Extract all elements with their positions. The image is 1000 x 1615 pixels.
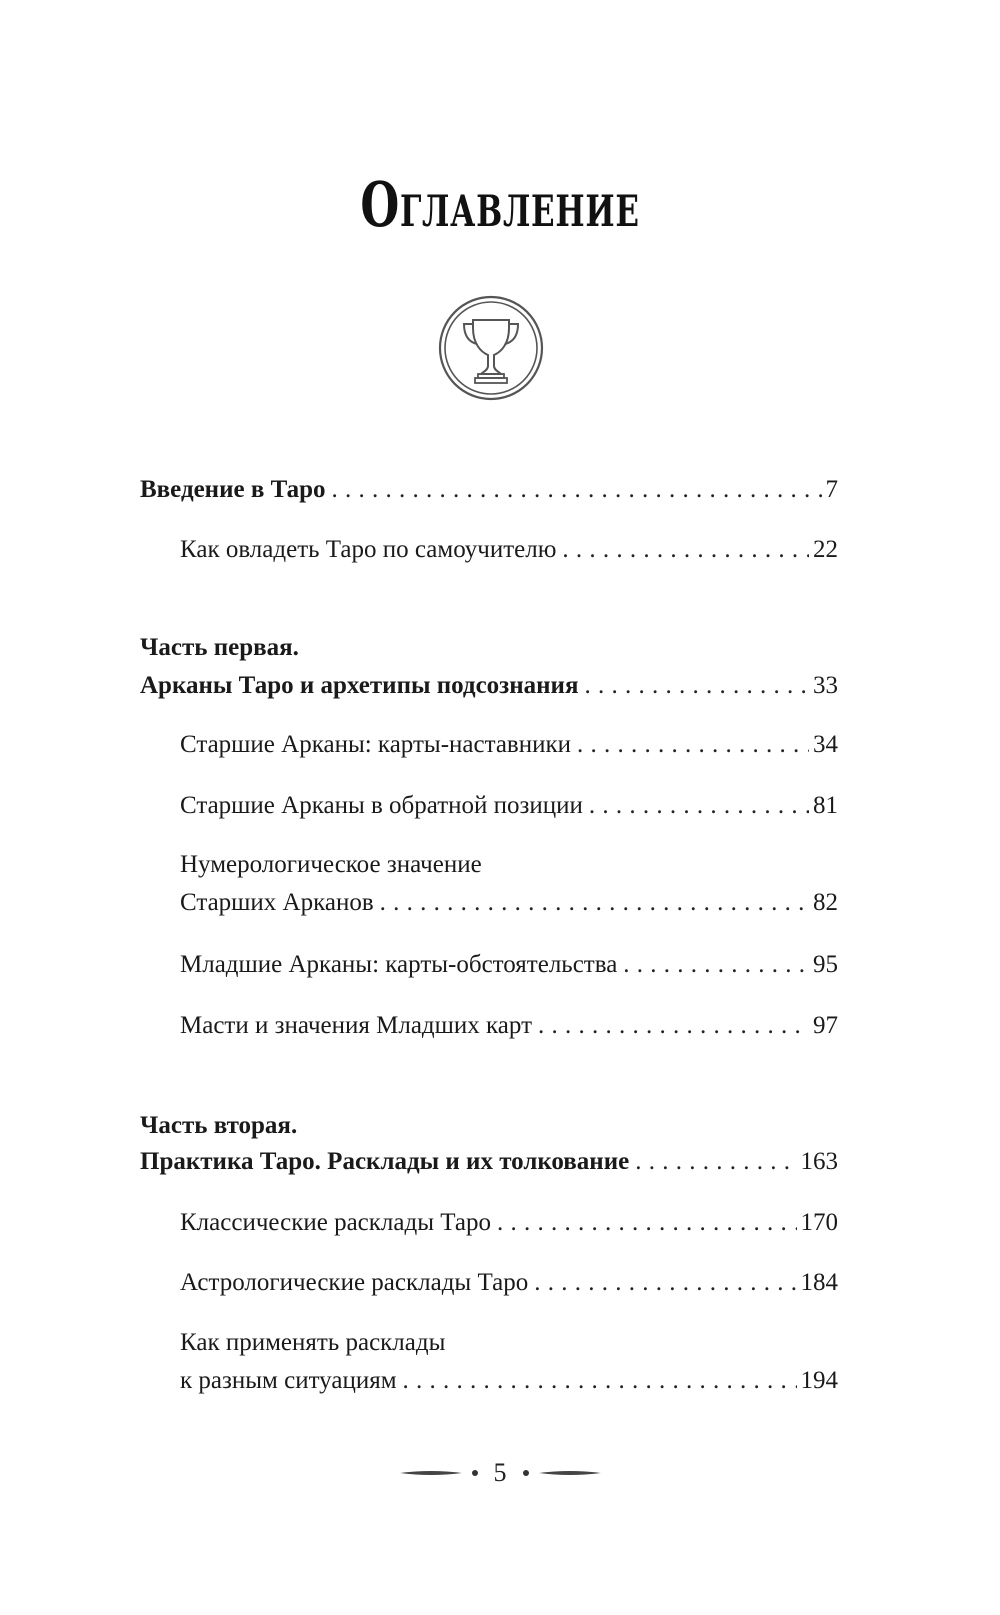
- toc-entry-label-line1: Как применять расклады: [180, 1329, 446, 1356]
- toc-page-number: 97: [813, 1012, 838, 1039]
- leader-dots: [577, 730, 809, 760]
- toc-page-number: 22: [813, 536, 838, 563]
- leader-dots: [584, 671, 809, 701]
- toc-entry-label: Младшие Арканы: карты-обстоятельства: [180, 951, 618, 978]
- toc-page-number: 34: [813, 731, 838, 758]
- leader-dots: [534, 1268, 796, 1298]
- toc-entry-major-arcana[interactable]: [180, 730, 838, 760]
- leader-dots: [538, 1011, 809, 1041]
- leader-dots: [380, 888, 809, 918]
- toc-entry-major-arcana-reversed[interactable]: [180, 791, 838, 821]
- toc-entry-label-line1: Нумерологическое значение: [180, 851, 482, 878]
- leader-dots: [623, 950, 809, 980]
- toc-entry-label: к разным ситуациям: [180, 1367, 397, 1394]
- toc-part-heading: Часть вторая.: [140, 1112, 298, 1139]
- dot-ornament-icon: [523, 1470, 529, 1476]
- toc-entry-minor-arcana[interactable]: [180, 950, 838, 980]
- toc-entry-label: Практика Таро. Расклады и их толкование: [140, 1148, 630, 1175]
- toc-entry-label: Старшие Арканы в обратной позиции: [180, 792, 583, 819]
- toc-entry-label: Масти и значения Младших карт: [180, 1012, 532, 1039]
- toc-page-number: 82: [813, 889, 838, 916]
- toc-page-number: 170: [800, 1209, 838, 1236]
- leader-dots: [497, 1208, 797, 1238]
- toc-entry-label: Введение в Таро: [140, 476, 326, 503]
- leader-dots: [589, 791, 809, 821]
- toc-entry-label: Как овладеть Таро по самоучителю: [180, 536, 557, 563]
- toc-entry-astrological-spreads[interactable]: [180, 1268, 838, 1298]
- leader-dots: [562, 535, 809, 565]
- toc-page-number: 7: [825, 476, 838, 503]
- toc-part-heading: Часть первая.: [140, 634, 299, 661]
- toc-entry-numerology[interactable]: [180, 850, 838, 918]
- toc-entry-applying-spreads[interactable]: [180, 1328, 838, 1396]
- leader-dots: [635, 1147, 796, 1177]
- toc-entry-part-one[interactable]: [140, 633, 838, 701]
- toc-page-number: 81: [813, 792, 838, 819]
- leader-dots: [403, 1366, 797, 1396]
- toc-page-number: 33: [813, 672, 838, 699]
- toc-entry-label: Астрологические расклады Таро: [180, 1269, 529, 1296]
- toc-page-number: 184: [800, 1269, 838, 1296]
- page-footer: [0, 1455, 1000, 1491]
- toc-page-number: 194: [800, 1367, 838, 1394]
- toc-entry-label: Старших Арканов: [180, 889, 374, 916]
- flourish-right-icon: [539, 1469, 601, 1477]
- leader-dots: [332, 475, 822, 505]
- toc-entry-part-two[interactable]: [140, 1111, 838, 1177]
- flourish-left-icon: [400, 1469, 462, 1477]
- toc-entry-label: Арканы Таро и архетипы подсознания: [140, 672, 579, 699]
- toc-entry-self-study[interactable]: [180, 535, 838, 565]
- page-number: 5: [493, 1458, 507, 1487]
- toc-entry-label: Классические расклады Таро: [180, 1209, 491, 1236]
- toc-entry-suits[interactable]: [180, 1011, 838, 1041]
- page-title: Оглавление: [360, 168, 640, 241]
- dot-ornament-icon: [472, 1470, 478, 1476]
- trophy-cup-icon: [437, 294, 545, 402]
- toc-entry-introduction[interactable]: [140, 475, 838, 505]
- toc-page-number: 163: [800, 1148, 838, 1175]
- toc-entry-classic-spreads[interactable]: [180, 1208, 838, 1238]
- toc-entry-label: Старшие Арканы: карты-наставники: [180, 731, 572, 758]
- toc-page-number: 95: [813, 951, 838, 978]
